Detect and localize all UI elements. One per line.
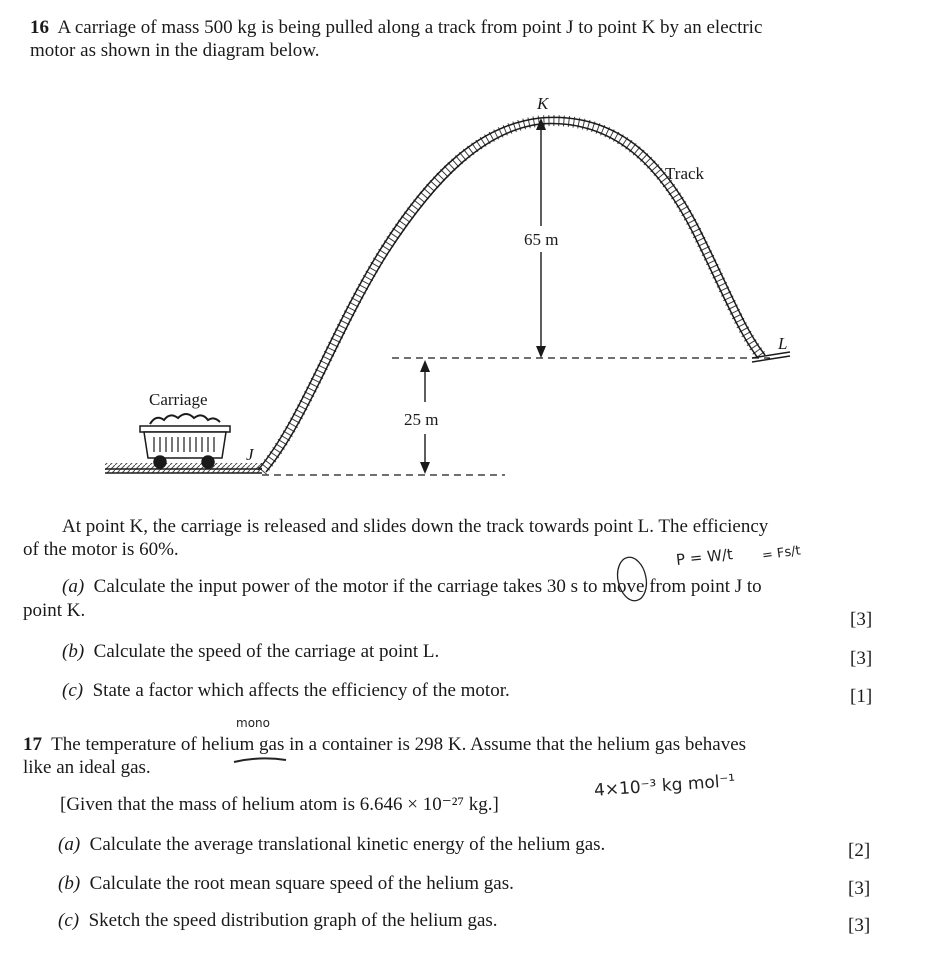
q16-intro-text-1: A carriage of mass 500 kg is being pulled along a track from point J to point K by an electric (57, 17, 763, 38)
q16c-marks: [1] (850, 686, 873, 707)
q16-intro-line2: motor as shown in the diagram below. (30, 40, 320, 61)
q16b-text: Calculate the speed of the carriage at point L. (93, 641, 440, 662)
label-25m: 25 m (404, 410, 439, 429)
q17b-label: (b) (58, 873, 81, 894)
q17b-text: Calculate the root mean square speed of the helium gas. (89, 873, 514, 894)
label-65m: 65 m (524, 230, 559, 249)
q17a-label: (a) (58, 834, 81, 855)
q17-number: 17 (23, 734, 42, 755)
note-molar: 4×10⁻³ kg mol⁻¹ (593, 771, 736, 801)
label-track: Track (665, 164, 705, 183)
note-mono: mono (236, 716, 270, 730)
q16-para-line1: At point K, the carriage is released and slides down the track towards point L. The efficiency (62, 516, 769, 537)
label-j: J (246, 445, 254, 464)
q16a-label: (a) (62, 576, 85, 597)
q16-para-line2: of the motor is 60%. (23, 539, 179, 560)
q17a-text: Calculate the average translational kinetic energy of the helium gas. (89, 834, 606, 855)
note-power: P = W/t (675, 545, 734, 569)
q16-number: 16 (30, 17, 49, 38)
label-k: K (537, 94, 549, 113)
q16a-marks: [3] (850, 609, 873, 630)
q17-given: [Given that the mass of helium atom is 6.646 × 10⁻²⁷ kg.] (60, 794, 499, 815)
label-l: L (778, 334, 788, 353)
q17c-label: (c) (58, 910, 80, 931)
q16c-label: (c) (62, 680, 84, 701)
q17-intro-line2: like an ideal gas. (23, 757, 151, 778)
q17-intro-text-1: The temperature of helium gas in a container is 298 K. Assume that the helium gas behaves (51, 734, 747, 755)
q17b-marks: [3] (848, 878, 871, 899)
q16b-marks: [3] (850, 648, 873, 669)
q16a-line2: point K. (23, 600, 86, 621)
q17c-text: Sketch the speed distribution graph of the helium gas. (88, 910, 498, 931)
note-fs: = Fs/t (761, 543, 802, 564)
q16a-text-1: Calculate the input power of the motor if the carriage takes 30 s to move from point J to (93, 576, 762, 597)
q16b-label: (b) (62, 641, 85, 662)
q17c-marks: [3] (848, 915, 871, 936)
q16c-text: State a factor which affects the efficiency of the motor. (92, 680, 510, 701)
label-carriage: Carriage (149, 390, 208, 409)
q17a-marks: [2] (848, 840, 871, 861)
